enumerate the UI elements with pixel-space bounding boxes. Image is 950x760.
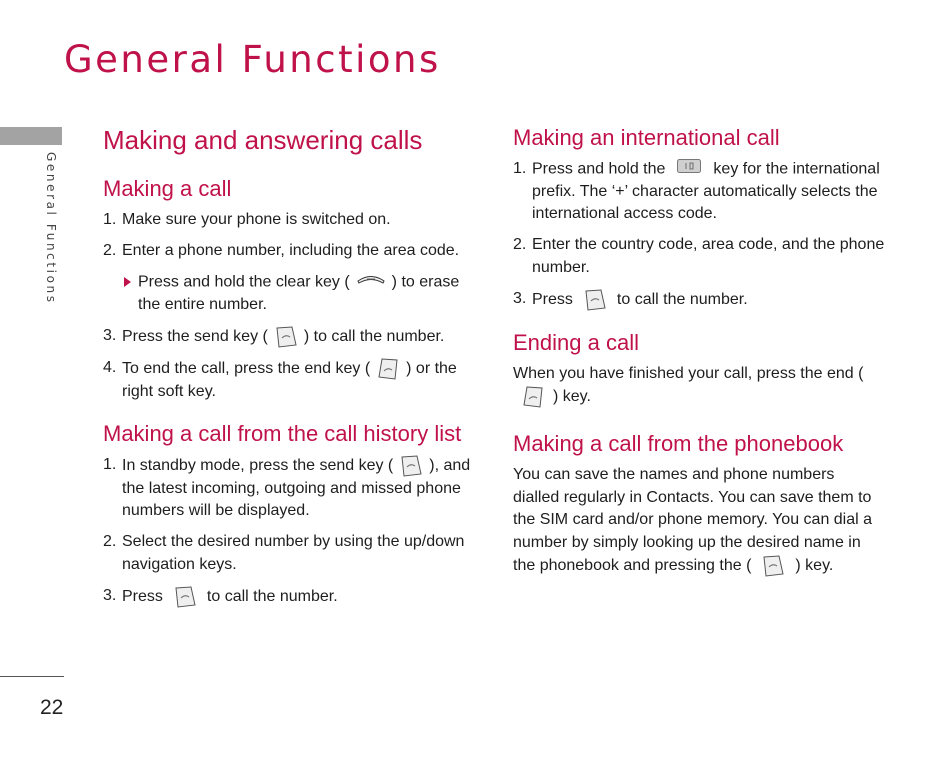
list-item	[103, 585, 473, 609]
send-key-icon	[399, 454, 423, 478]
step-number: 2.	[513, 236, 527, 254]
list-item	[513, 288, 885, 312]
send-key-icon	[583, 288, 607, 312]
phonebook-text-after: ) key.	[795, 557, 834, 575]
step-number: 1.	[103, 211, 117, 228]
international-steps	[513, 158, 885, 312]
side-tab	[0, 127, 62, 145]
international-title: Making an international call	[513, 125, 780, 150]
step-number: 1.	[103, 455, 117, 473]
step-text: Enter the country code, area code, and the phone number.	[532, 236, 885, 276]
footer-rule	[0, 676, 64, 677]
list-item	[103, 531, 473, 576]
end-key-icon	[521, 385, 545, 409]
step-text-after: to call the number.	[206, 588, 338, 606]
list-item	[513, 158, 885, 226]
step-text-before: To end the call, press the end key (	[122, 360, 371, 378]
step-number: 3.	[103, 326, 117, 344]
right-column	[513, 124, 885, 578]
step-number: 2.	[103, 242, 117, 259]
clear-key-icon	[356, 271, 386, 294]
step-text-after: ) to call the number.	[303, 328, 445, 346]
making-a-call-steps	[103, 209, 473, 263]
step-text-before: In standby mode, press the send key (	[122, 457, 394, 475]
making-a-call-title: Making a call	[103, 176, 232, 201]
ending-text-before: When you have finished your call, press the end (	[513, 364, 864, 382]
list-item	[103, 325, 473, 349]
phonebook-text	[513, 464, 885, 578]
list-item	[103, 209, 473, 232]
zero-key-icon	[677, 158, 701, 181]
step-text-after: to call the number.	[616, 291, 748, 309]
send-key-icon	[274, 325, 298, 349]
history-steps	[103, 454, 473, 609]
phonebook-text-before: You can save the names and phone numbers dialled regularly in Contacts. You can save them to the SIM card and/or phone memory. You can dial a number by simply looking up the desired name in the phonebook and pressing the (	[513, 466, 873, 575]
step-text-before: Press	[122, 588, 163, 606]
page-title: General Functions	[64, 38, 441, 81]
phonebook-title: Making a call from the phonebook	[513, 431, 844, 457]
step-text-before: Press	[532, 291, 573, 309]
step-text: Select the desired number by using the up/down navigation keys.	[122, 533, 465, 573]
section-heading: Making and answering calls	[103, 125, 423, 155]
step-text-before: Press the send key (	[122, 328, 268, 346]
tip-text-before: Press and hold the clear key (	[138, 273, 350, 291]
step-text-before: Press and hold the	[532, 160, 666, 178]
step-number: 2.	[103, 533, 117, 551]
side-section-label: General Functions	[44, 152, 58, 305]
ending-title: Ending a call	[513, 329, 639, 355]
page-number: 22	[40, 696, 64, 719]
step-text-after: key for the international prefix. The ‘+’ character automatically selects the international access code.	[532, 160, 880, 223]
history-title: Making a call from the call history list	[103, 420, 462, 446]
step-number: 3.	[513, 289, 527, 307]
ending-text-after: ) key.	[553, 388, 591, 406]
ending-text	[513, 363, 885, 410]
left-column	[103, 124, 473, 617]
list-item	[513, 234, 885, 279]
step-number: 3.	[103, 586, 117, 604]
making-a-call-steps-cont	[103, 325, 473, 404]
triangle-bullet-icon	[124, 277, 131, 287]
list-item	[103, 357, 473, 404]
send-key-icon	[761, 554, 785, 578]
list-item	[103, 240, 473, 263]
step-number: 1.	[513, 160, 527, 177]
step-number: 4.	[103, 359, 117, 377]
step-text: Enter a phone number, including the area code.	[122, 242, 460, 259]
step-text: Make sure your phone is switched on.	[122, 211, 391, 228]
end-key-icon	[376, 357, 400, 381]
step-text-after: ) or the right soft key.	[122, 360, 457, 401]
tip-text-after: ) to erase the entire number.	[138, 273, 460, 313]
list-item	[103, 454, 473, 523]
send-key-icon	[173, 585, 197, 609]
tip-bullet	[103, 271, 473, 316]
step-text-after: ), and the latest incoming, outgoing and missed phone numbers will be displayed.	[122, 457, 471, 520]
